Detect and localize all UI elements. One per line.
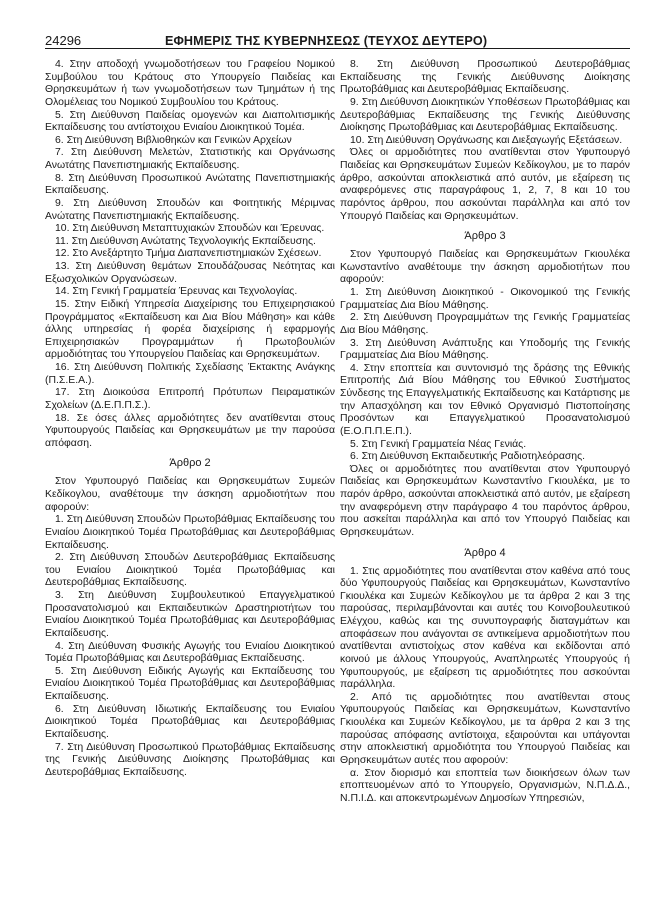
article-3-intro: Στον Υφυπουργό Παιδείας και Θρησκευμάτων Γκιουλέκα Κωνσταντίνο αναθέτουμε την άσκηση αρμοδιοτήτων που αφορούν: [340,249,630,286]
list-item: 10. Στη Διεύθυνση Μεταπτυχιακών Σπουδών και Έρευνας. [55,223,325,235]
gazette-title: ΕΦΗΜΕΡΙΣ ΤΗΣ ΚΥΒΕΡΝΗΣΕΩΣ (ΤΕΥΧΟΣ ΔΕΥΤΕΡΟ) [165,34,488,48]
article-2-closing: Όλες οι αρμοδιότητες που ανατίθενται στον Υφυπουργό Παιδείας και Θρησκευμάτων Συμεών Κεδίκογλου, με το παρόν άρθρο, ασκούνται αποκλειστικά από αυτόν, με εξαίρεση τις αναφερόμενες στις παραγράφους 1, 2, 7, 8 και 10 του παρόντος άρθρου, που ασκούνται παράλληλα και από τον Υπουργό Παιδείας και Θρησκευμάτων. [340,147,630,222]
gazette-page [45,33,630,805]
article-4-paragraph: 2. Από τις αρμοδιότητες που ανατίθενται στους Υφυπουργούς Παιδείας και Θρησκευμάτων, Κωνσταντίνο Γκιουλέκα και Συμεών Κεδίκογλου, με τα άρθρα 2 και 3 της παρούσας απόφασης αντίστοιχα, εξαιρούνται και υπάγονται στην αποκλειστική αρμοδιότητα του Υπουργού Παιδείας και Θρησκευμάτων αυτές που αφορούν: [340,691,630,766]
list-item: 1. Στη Διεύθυνση Σπουδών Πρωτοβάθμιας Εκπαίδευσης του Ενιαίου Διοικητικού Τομέα Πρωτοβάθμιας και Δευτεροβάθμιας Εκπαίδευσης. [45,514,335,551]
list-item: 3. Στη Διεύθυνση Ανάπτυξης και Υποδομής της Γενικής Γραμματείας Δια Βίου Μάθησης. [340,337,630,362]
list-item: 6. Στη Διεύθυνση Ιδιωτικής Εκπαίδευσης του Ενιαίου Διοικητικού Τομέα Πρωτοβάθμιας και Δευτεροβάθμιας Εκπαίδευσης. [45,703,335,740]
list-item: 18. Σε όσες άλλες αρμοδιότητες δεν ανατίθενται στους Υφυπουργούς Παιδείας και Θρησκευμάτων με την παρούσα απόφαση. [45,412,335,449]
list-item: 17. Στη Διοικούσα Επιτροπή Πρότυπων Πειραματικών Σχολείων (Δ.Ε.Π.Π.Σ.). [45,387,335,411]
list-item: 3. Στη Διεύθυνση Συμβουλευτικού Επαγγελματικού Προσανατολισμού και Εκπαιδευτικών Δραστηριοτήτων του Ενιαίου Διοικητικού Τομέα Πρωτοβάθμιας και Δευτεροβάθμιας Εκπαίδευσης. [45,590,335,639]
article-4-heading: Άρθρο 4 [464,546,506,559]
list-item: 8. Στη Διεύθυνση Προσωπικού Δευτεροβάθμιας Εκπαίδευσης της Γενικής Διεύθυνσης Διοίκησης Πρωτοβάθμιας και Δευτεροβάθμιας Εκπαίδευσης. [340,59,630,96]
page-number: 24296 [45,33,82,48]
list-item: 1. Στη Διεύθυνση Διοικητικού - Οικονομικού της Γενικής Γραμματείας Δια Βίου Μάθησης. [340,287,630,311]
list-item: 6. Στη Διεύθυνση Εκπαιδευτικής Ραδιοτηλεόρασης. [350,451,586,463]
article-3-heading: Άρθρο 3 [464,230,506,243]
list-item: 15. Στην Ειδική Υπηρεσία Διαχείρισης του Επιχειρησιακού Προγράμματος «Εκπαίδευση και Δια Βίου Μάθηση» και κάθε άλλης υπηρεσίας ή φορέα διαχείρισης ή εφαρμογής Επιχειρησιακών Προγραμμάτων ή Πρωτοβουλιών αρμοδιότητας του Υπουργείου Παιδείας και Θρησκευμάτων. [45,298,335,361]
list-item: 2. Στη Διεύθυνση Προγραμμάτων της Γενικής Γραμματείας Δια Βίου Μάθησης. [340,312,630,336]
list-item: 8. Στη Διεύθυνση Προσωπικού Ανώτατης Πανεπιστημιακής Εκπαίδευσης. [45,172,335,197]
list-item: 4. Στην αποδοχή γνωμοδοτήσεων του Γραφείου Νομικού Συμβούλου του Κράτους στο Υπουργείο Παιδείας και Θρησκευμάτων ή των γνωμοδοτήσεων των Τμημάτων ή της Ολομέλειας του Νομικού Συμβουλίου του Κράτους. [45,59,335,108]
list-item: 6. Στη Διεύθυνση Βιβλιοθηκών και Γενικών Αρχείων [55,134,292,146]
list-item: 5. Στη Γενική Γραμματεία Νέας Γενιάς. [350,438,527,450]
text-columns [45,59,630,805]
article-3-closing: Όλες οι αρμοδιότητες που ανατίθενται στον Υφυπουργό Παιδείας και Θρησκευμάτων Κωνσταντίνο Γκιουλέκα, με το παρόν άρθρο, ασκούνται αποκλειστικά από αυτόν, με εξαίρεση την αναφερόμενη στην παράγραφο 4 του παρόντος άρθρου, που ασκείται παράλληλα και από τον Υπουργό Παιδείας και Θρησκευμάτων. [340,463,630,538]
list-item: 9. Στη Διεύθυνση Διοικητικών Υποθέσεων Πρωτοβάθμιας και Δευτεροβάθμιας Εκπαίδευσης της Γενικής Διεύθυνσης Διοίκησης Πρωτοβάθμιας και Δευτεροβάθμιας Εκπαίδευσης. [340,96,630,134]
list-item: 9. Στη Διεύθυνση Σπουδών και Φοιτητικής Μέριμνας Ανώτατης Πανεπιστημιακής Εκπαίδευσης. [45,197,335,222]
list-item: 5. Στη Διεύθυνση Ειδικής Αγωγής και Εκπαίδευσης του Ενιαίου Διοικητικού Τομέα Πρωτοβάθμιας και Δευτεροβάθμιας Εκπαίδευσης. [45,665,335,702]
list-item: 14. Στη Γενική Γραμματεία Έρευνας και Τεχνολογίας. [55,286,298,298]
list-item: 7. Στη Διεύθυνση Προσωπικού Πρωτοβάθμιας Εκπαίδευσης της Γενικής Διεύθυνσης Διοίκησης Πρωτοβάθμιας και Δευτεροβάθμιας Εκπαίδευσης. [45,741,335,778]
article-2-intro: Στον Υφυπουργό Παιδείας και Θρησκευμάτων Συμεών Κεδίκογλου, αναθέτουμε την άσκηση αρμοδιοτήτων που αφορούν: [45,476,335,513]
list-item: 12. Στο Ανεξάρτητο Τμήμα Διαπανεπιστημιακών Σχέσεων. [55,248,322,260]
list-item: 16. Στη Διεύθυνση Πολιτικής Σχεδίασης Έκτακτης Ανάγκης (Π.Σ.Ε.Α.). [45,362,335,386]
list-item: 13. Στη Διεύθυνση θεμάτων Σπουδάζουσας Νεότητας και Εξωσχολικών Οργανώσεων. [45,261,335,285]
article-4-paragraph: 1. Στις αρμοδιότητες που ανατίθενται στον καθένα από τους δύο Υφυπουργούς Παιδείας και Θρησκευμάτων, Κωνσταντίνο Γκιουλέκα και Συμεών Κεδίκογλου με τα άρθρα 2 και 3 της παρούσας, περιλαμβάνονται και αυτές του Κοινοβουλευτικού Ελέγχου, καθώς και της συνυπογραφής διαταγμάτων και αποφάσεων που ανάγονται σε αντικείμενα αρμοδιοτήτων που ανατίθενται αντιστοίχως στον καθένα και εκδίδονται από κοινού με άλλους Υπουργούς, Αναπληρωτές Υπουργούς ή Υφυπουργούς, με εξαίρεση τις αρμοδιότητες που ασκούνται παράλληλα. [340,565,630,691]
list-item: 11. Στη Διεύθυνση Ανώτατης Τεχνολογικής Εκπαίδευσης. [55,235,316,247]
list-item: 5. Στη Διεύθυνση Παιδείας ομογενών και Διαπολιτισμικής Εκπαίδευσης του αντίστοιχου Ενιαίου Διοικητικού Τομέα. [45,109,335,134]
list-item: 2. Στη Διεύθυνση Σπουδών Δευτεροβάθμιας Εκπαίδευσης του Ενιαίου Διοικητικού Τομέα Πρωτοβάθμιας και Δευτεροβάθμιας Εκπαίδευσης. [45,552,335,589]
list-item: 10. Στη Διεύθυνση Οργάνωσης και Διεξαγωγής Εξετάσεων. [350,134,623,146]
list-item: 4. Στη Διεύθυνση Φυσικής Αγωγής του Ενιαίου Διοικητικού Τομέα Πρωτοβάθμιας και Δευτεροβάθμιας Εκπαίδευσης. [45,640,335,665]
right-column [340,59,630,805]
article-2-heading: Άρθρο 2 [169,457,211,470]
page-header [45,33,630,49]
left-column [45,59,335,805]
list-item: 7. Στη Διεύθυνση Μελετών, Στατιστικής και Οργάνωσης Ανωτάτης Πανεπιστημιακής Εκπαίδευσης. [45,147,335,171]
list-item: 4. Στην εποπτεία και συντονισμό της δράσης της Εθνικής Επιτροπής Διά Βίου Μάθησης του Εθνικού Συστήματος Σύνδεσης της Επαγγελματικής Εκπαίδευσης και Κατάρτισης με την Απασχόληση και τον Εθνικό Οργανισμό Πιστοποίησης Προσόντων και Επαγγελματικού Προσανατολισμού (Ε.Ο.Π.Π.Ε.Π.). [340,362,630,437]
article-4-paragraph: α. Στον διορισμό και εποπτεία των διοικήσεων όλων των εποπτευομένων από το Υπουργείο, Οργανισμών, Ν.Π.Δ.Δ., Ν.Π.Ι.Δ. και αποκεντρωμένων Δημοσίων Υπηρεσιών, [340,767,630,804]
